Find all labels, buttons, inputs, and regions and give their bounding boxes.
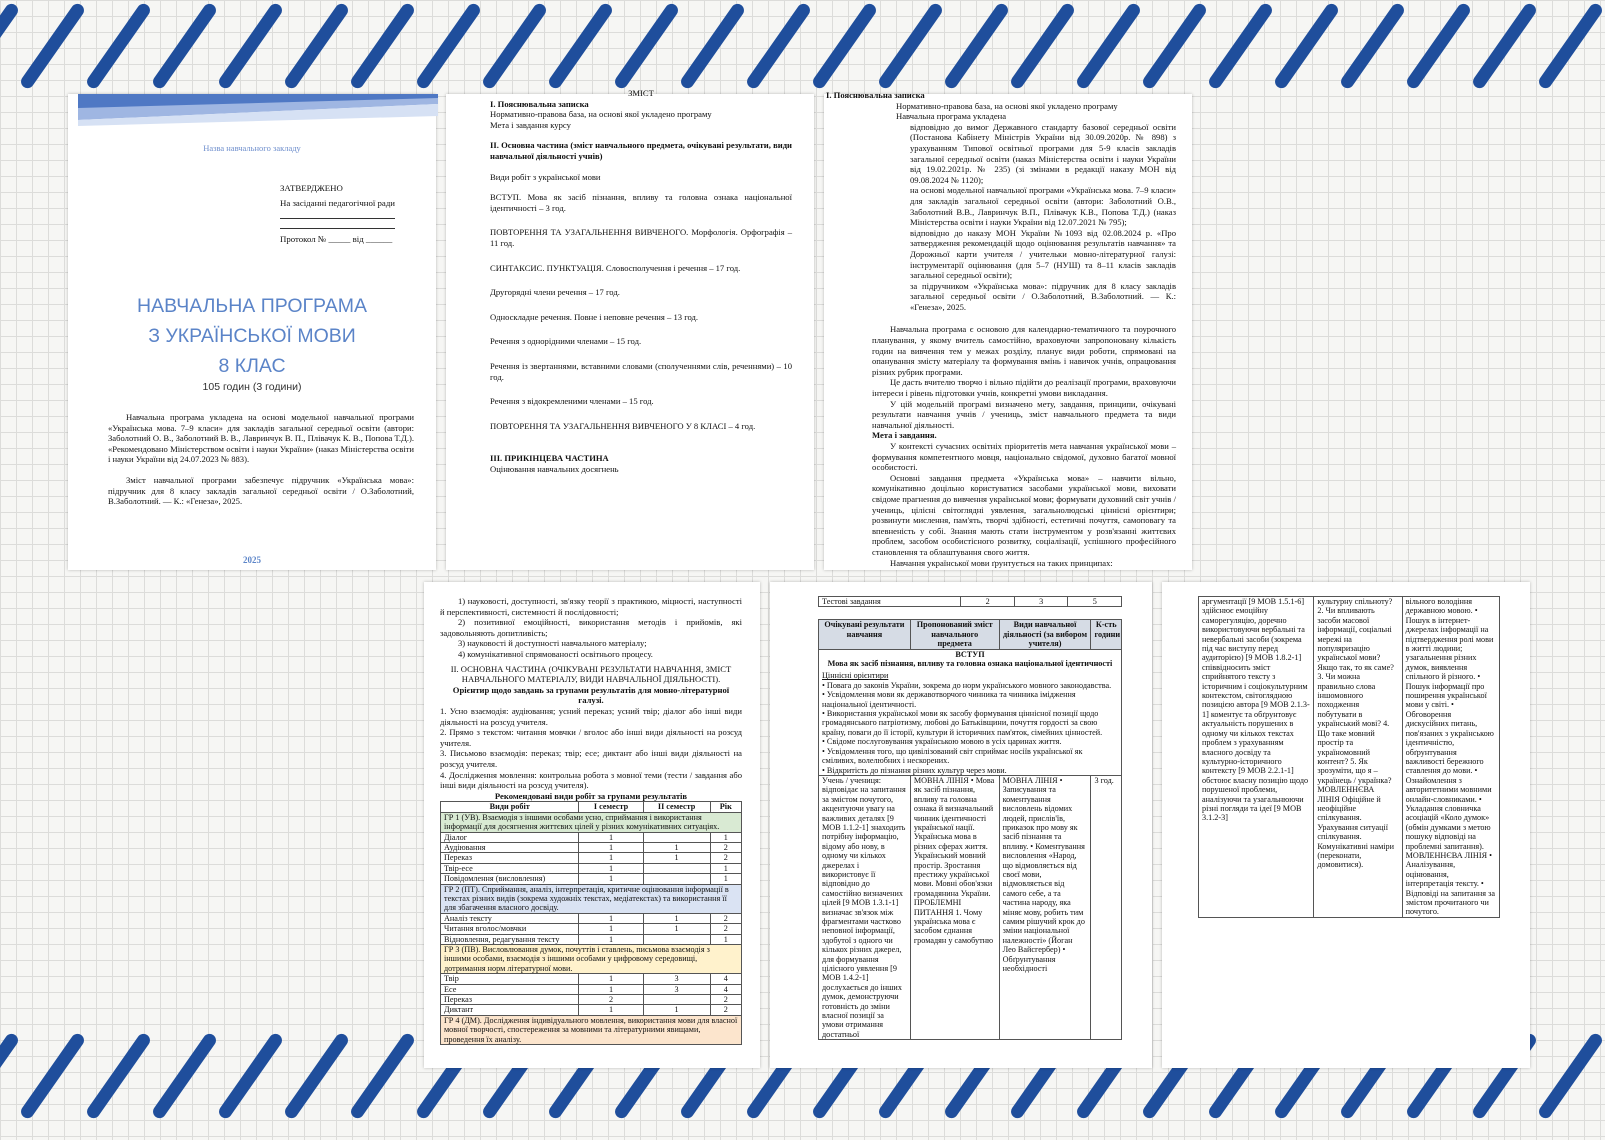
- orientation-item: 1. Усно взаємодія: аудіювання; усний переказ; усний твір; діалог або інші види діяльності на розсуд учителя.: [440, 705, 742, 727]
- intro-cell: [819, 649, 1122, 775]
- contents-line: III. ПРИКІНЦЕВА ЧАСТИНА: [490, 453, 609, 464]
- value-item: • Використання української мови як засобу формування ціннісної позиції щодо громадянського патріотизму, любові до Батьківщини, почуття гордості за свою країну, поваги до її історії, культури й історичних пам'яток, сімейних цінностей.: [822, 709, 1103, 737]
- contents-line: ПОВТОРЕННЯ ТА УЗАГАЛЬНЕННЯ ВИВЧЕНОГО У 8 КЛАСІ – 4 год.: [490, 420, 756, 431]
- table-cell: 1: [579, 924, 643, 934]
- table-cell: [643, 874, 710, 884]
- title-page: [68, 94, 436, 570]
- decorative-stripe: [414, 1, 482, 90]
- basis-item: відповідно до наказу МОН України №1093 від 02.08.2024 р. «Про затвердження рекомендацій щодо оцінювання результатів навчання» та Дорожньої карти учителя / учительки мовно-літературної галузі: інструментарії оцінювання (для 5–7 (НУШ) та 8–11 класів закладів загальної середньої освіти);: [910, 227, 1176, 281]
- goal-heading: Мета і завдання.: [872, 430, 937, 441]
- table-cell: 1: [710, 832, 741, 842]
- table-cell: 2: [710, 913, 741, 923]
- decorative-stripe: [1536, 1, 1604, 90]
- decorative-stripe: [612, 1, 680, 90]
- table-cell: [643, 995, 710, 1005]
- table-cell: 2: [961, 597, 1015, 607]
- table-cell: 2: [710, 924, 741, 934]
- group-label: ГР 1 (УВ). Взаємодія з іншими особами усно, сприймання і використання інформації для досягнення життєвих цілей у різних комунікативних ситуаціях.: [441, 812, 742, 832]
- value-item: • Повага до законів України, зокрема до норм українського мовного законодавства.: [822, 680, 1112, 690]
- body-paragraph: У цій модельній програмі визначено мету, завдання, принципи, очікувані результати навчання учнів / учениць, зміст навчального предмета та види навчальної діяльності.: [872, 398, 1176, 430]
- decorative-stripe: [348, 1, 416, 90]
- table-row: [441, 924, 742, 934]
- contents-line: Оцінювання навчальних досягнень: [490, 463, 619, 474]
- contents-body: [490, 88, 792, 474]
- table-cell: 1: [579, 832, 643, 842]
- table-cell: 2: [710, 1005, 741, 1015]
- group-label: ГР 4 (ДМ). Дослідження індивідуального мовлення, використання мови для власної мовної творчості, спостереження за мовними та літературними явищами, проведення їх аналізу.: [441, 1015, 742, 1044]
- table-cell: 1: [579, 934, 643, 944]
- table-header-cell: ІІ семестр: [643, 802, 710, 812]
- council-label: На засіданні педагогічної ради: [280, 198, 395, 208]
- principle-item: 1) науковості, доступності, зв'язку теорії з практикою, міцності, наступності й перспективності, системності й послідовності;: [440, 596, 742, 617]
- decorative-stripe: [1338, 1, 1406, 90]
- contents-line: Односкладне речення. Повне і неповне речення – 13 год.: [490, 311, 699, 322]
- value-item: • Усвідомлення того, що цивілізований світ сприймає носіїв української як сміливих, волелюбних і нескорених.: [822, 746, 1083, 766]
- table-cell: 1: [643, 1005, 710, 1015]
- hours-label: 105 годин (3 години): [202, 381, 302, 393]
- title-line-3: 8 КЛАС: [218, 355, 286, 377]
- group-row: [441, 944, 742, 973]
- decorative-stripe: [480, 1, 548, 90]
- decorative-stripe: [942, 1, 1010, 90]
- contents-line: Нормативно-правова база, на основі якої укладено програму: [490, 109, 712, 120]
- table-cell: 2: [710, 842, 741, 852]
- decorative-stripe: [348, 1031, 416, 1120]
- title-line-2: З УКРАЇНСЬКОЇ МОВИ: [148, 325, 356, 347]
- table-cell: МОВНА ЛІНІЯ • Записування та коментування висловлень відомих людей, прислів'їв, приказок про мову як засіб пізнання та впливу. • Коментування висловлення «Народ, що відмовляється від своєї мови, відмовляється від самого себе, а та частина народу, яка міняє мову, робить тим самим рішучий крок до зміни національної належності» (Йоган Лео Вайсгербер) • Обґрунтування необхідності: [999, 775, 1091, 1039]
- table-cell: Повідомлення (висловлення): [441, 874, 579, 884]
- table-row: [441, 913, 742, 923]
- table-row: [441, 1005, 742, 1015]
- table-cell: 1: [710, 934, 741, 944]
- table-cell: 3 год.: [1091, 775, 1122, 1039]
- table-cell: Переказ: [441, 995, 579, 1005]
- decorative-stripe: [744, 1, 812, 90]
- results-table-continued: [1198, 596, 1500, 918]
- table-caption: Рекомендовані види робіт за групами результатів: [494, 790, 688, 801]
- group-label: ГР 2 (ПТ). Сприймання, аналіз, інтерпретація, критичне оцінювання інформації в текстах різних видів (зокрема художніх текстах, медіатекстах) та використання її для збагачення власного досвіду.: [441, 884, 742, 913]
- signature-line: [280, 221, 395, 229]
- contents-line: Речення з однорідними членами – 15 год.: [490, 336, 642, 347]
- decorative-stripe: [876, 1, 944, 90]
- table-header-cell: Види навчальної діяльності (за вибором учителя): [999, 620, 1091, 649]
- subheading: Навчальна програма укладена: [896, 111, 1007, 122]
- table-cell: культурну спільноту? 2. Чи впливають засоби масової інформації, соціальні мережі на популяризацію української мови? Якщо так, то як саме? 3. Чи можна правильно слова іншомовного походження побутувати в український мові? 4. Що таке мовний простір та україномовний контент? 5. Як зрозуміти, що я – українець / українка? МОВЛЕННЄВА ЛІНІЯ Офіційне й неофіційне спілкування. Урахування ситуації спілкування. Комунікативні наміри (переконати, домовитися).: [1314, 597, 1402, 918]
- orientation-heading: Орієнтир щодо завдань за групами результатів для мовно-літературної галузі.: [452, 684, 730, 706]
- table-cell: Читання вголос/мовчки: [441, 924, 579, 934]
- textbook-paragraph: Зміст навчальної програми забезпечує підручник «Українська мова»: підручник для 8 класу закладів загальної середньої освіти / О.Заболотний, В.Заболотний. — К.: «Генеза», 2025.: [108, 474, 414, 507]
- table-cell: Аудіювання: [441, 842, 579, 852]
- contents-line: Речення з відокремленими членами – 15 год.: [490, 396, 654, 407]
- group-label: ГР 3 (ПВ). Висловлювання думок, почуттів і ставлень, письмова взаємодія з іншими особами, взаємодія з іншими особами у цифровому середовищі, дотримання норм літературної мови.: [441, 944, 742, 973]
- body-paragraph: Основні завдання предмета «Українська мова» – навчити вільно, комунікативно доцільно користуватися засобами української мови, виховати свідоме прагнення до вивчення української мови; формувати духовний світ учнів / учениць, цілісні світоглядні уявлення, загальнолюдські ціннісні орієнтири; розвинути мислення, пам'ять, творчі здібності, естетичні почуття, самоповагу та впевненість у собі. Знання мають стати інструментом у розв'язанні життєвих проблем, засобом особистісного розвитку, соціалізації, успішного професійного становлення та облаштування свого життя.: [872, 472, 1176, 557]
- table-cell: 1: [643, 842, 710, 852]
- body-paragraph: Навчальна програма є основою для календарно-тематичного та поурочного планування, у якому вчитель самостійно, враховуючи запропоновану кількість годин на вивчення тем у межах розділу, планує види роботи, спрямовані на опанування змісту матеріалу та формування вмінь і навичок учнів, опрацювання різних рубрик програми.: [872, 324, 1176, 377]
- orientation-item: 4. Дослідження мовлення: контрольна робота з мовної теми (тести / завдання або інші види діяльності на розсуд учителя).: [440, 769, 742, 791]
- decorative-stripe: [150, 1031, 218, 1120]
- table-cell: 1: [579, 1005, 643, 1015]
- table-cell: 1: [710, 874, 741, 884]
- school-name: Назва навчального закладу: [203, 143, 301, 153]
- basis-item: на основі модельної навчальної програми «Українська мова. 7–9 класи» для закладів загальної середньої освіти (автори: Заболотний О.В., Заболотний В.В., Лавринчук В.П., Плівачук К.В., Попова Т.Д.) (наказ Міністерства освіти і науки України від 12.07.2021 № 795);: [910, 185, 1176, 228]
- table-cell: Відновлення, редагування тексту: [441, 934, 579, 944]
- table-cell: 1: [579, 842, 643, 852]
- decorative-stripe: [1536, 1031, 1604, 1120]
- decorative-stripe: [216, 1031, 284, 1120]
- decorative-stripe: [0, 1, 21, 90]
- table-cell: Переказ: [441, 853, 579, 863]
- section-heading: I. Пояснювальна записка: [826, 90, 925, 100]
- group-row: [441, 1015, 742, 1044]
- work-types-page: [424, 582, 760, 1068]
- principles-body: [440, 596, 742, 1045]
- contents-page: [446, 88, 814, 570]
- orientation-item: 3. Письмово взаємодія: переказ; твір; есе; диктант або інші види діяльності на розсуд учителя.: [440, 748, 742, 769]
- table-cell: 1: [579, 984, 643, 994]
- continued-body: [1198, 596, 1500, 918]
- table-row: [819, 597, 1122, 607]
- table-row: [441, 995, 742, 1005]
- table-cell: МОВНА ЛІНІЯ • Мова як засіб пізнання, впливу та головна ознака й визначальний чинник ідентичності української нації. Українська мова в різних сферах життя. Український мовний простір. Зростання престижу української мови. Мовні обов'язки громадянина України. ПРОБЛЕМНІ ПИТАННЯ 1. Чому українська мова є засобом єднання громадян у самобутню: [910, 775, 999, 1039]
- decorative-stripe: [546, 1, 614, 90]
- table-row: [441, 974, 742, 984]
- decorative-stripe: [18, 1031, 86, 1120]
- decorative-stripe: [150, 1, 218, 90]
- table-row: [1199, 597, 1500, 918]
- table-cell: 1: [579, 974, 643, 984]
- body-paragraph: Це дасть вчителю творчо і вільно підійти до реалізації програми, враховуючи інтереси і рівень підготовки учнів, конкретні умови викладання.: [872, 377, 1176, 399]
- table-cell: аргументації [9 МОВ 1.5.1-6] здійснює емоційну саморегуляцію, доречно використовуючи вербальні та невербальні засоби (зокрема під час виступу перед аудиторією) [9 МОВ 1.8.2-1] співвідносить зміст сприйнятого тексту з історичним і соціокультурним контекстом, світоглядною позицією автора [9 МОВ 2.1.3-1] коментує та обґрунтовує актуальність порушених в одному чи кількох текстах проблем з урахуванням власного досвіду та культурно-історичного контексту [9 МОВ 2.2.1-1] обстоює власну позицію щодо порушеної проблеми, аналізуючи та узагальнюючи різні погляди та ідеї [9 МОВ 3.1.2-3]: [1199, 597, 1314, 918]
- basis-item: за підручником «Українська мова»: підручник для 8 класу закладів загальної середньої освіти / О.Заболотний, В.Заболотний. — К.: «Генеза», 2025.: [910, 280, 1176, 312]
- decorative-stripe: [282, 1031, 350, 1120]
- title-body: [108, 412, 414, 507]
- contents-line: II. Основна частина (зміст навчального предмета, очікувані результати, види навчальної діяльності учнів): [490, 140, 792, 161]
- table-header-row: [441, 802, 742, 812]
- year-label: 2025: [243, 555, 261, 565]
- orientation-item: 2. Прямо з текстом: читання мовчки / вголос або інші види діяльності на розсуд учителя.: [440, 727, 742, 748]
- table-header-cell: І семестр: [579, 802, 643, 812]
- table-row: [441, 874, 742, 884]
- decorative-stripe: [216, 1, 284, 90]
- table-row: [441, 832, 742, 842]
- table-header-cell: Очікувані результати навчання: [819, 620, 911, 649]
- table-header-cell: Пропонований зміст навчального предмета: [910, 620, 999, 649]
- table-cell: [643, 934, 710, 944]
- title-line-1: НАВЧАЛЬНА ПРОГРАМА: [136, 295, 368, 317]
- table-cell: 1: [579, 874, 643, 884]
- table-row: [441, 863, 742, 873]
- value-item: • Усвідомлення мови як державотворчого чинника та чинника імідження національної ідентичності.: [822, 690, 1076, 709]
- decorative-stripe: [1140, 1, 1208, 90]
- contents-line: ПОВТОРЕННЯ ТА УЗАГАЛЬНЕННЯ ВИВЧЕНОГО. Морфологія. Орфографія – 11 год.: [490, 227, 792, 248]
- contents-heading: ЗМІСТ: [628, 88, 654, 98]
- table-cell: 2: [579, 995, 643, 1005]
- decorative-stripe: [810, 1, 878, 90]
- work-types-table: [440, 801, 742, 1045]
- decorative-stripe: [1206, 1, 1274, 90]
- decorative-stripe: [282, 1, 350, 90]
- values-title: Ціннісні орієнтири: [822, 671, 889, 681]
- section-heading: II. ОСНОВНА ЧАСТИНА (ОЧІКУВАНІ РЕЗУЛЬТАТИ НАВЧАННЯ, ЗМІСТ НАВЧАЛЬНОГО МАТЕРІАЛУ, ВИДИ НАВЧАЛЬНОЇ ДІЯЛЬНОСТІ).: [450, 663, 732, 685]
- table-cell: 4: [710, 974, 741, 984]
- table-cell: 4: [710, 984, 741, 994]
- table-row: [819, 775, 1122, 1039]
- test-tasks-row: [818, 596, 1122, 607]
- decorative-stripe: [1404, 1, 1472, 90]
- header-banner: [78, 94, 438, 126]
- table-cell: 2: [710, 995, 741, 1005]
- principle-item: 4) комунікативної спрямованості освітнього процесу.: [458, 648, 653, 659]
- principle-item: 2) позитивної емоційності, використання методів і прийомів, які задовольняють допитливість;: [440, 617, 742, 638]
- principle-item: 3) науковості й доступності навчального матеріалу;: [458, 638, 647, 649]
- table-cell: вільного володіння державною мовою. • Пошук в інтернет-джерелах інформації на підтвердження ролі мови в житті людини; узагальнення різних думок, виявлення спільного й різного. • Пошук інформації про поширення української мови у світі. • Обговорення дискусійних питань, пов'язаних з українською ідентичністю, обґрунтування важливості бережного ставлення до мови. • Ознайомлення з авторитетними мовними онлайн-словниками. • Укладання словничка асоціацій «Коло думок» (обмін думками з метою пошуку відповіді на проблемні запитання). МОВЛЕННЄВА ЛІНІЯ • Аналізування, оцінювання, інтерпретація тексту. • Відповіді на запитання за змістом прочитаного чи почутого.: [1402, 597, 1499, 918]
- table-cell: 3: [643, 984, 710, 994]
- intro-title: ВСТУП: [955, 649, 985, 659]
- table-cell: Учень / учениця: відповідає на запитання за змістом почутого, акцентуючи увагу на важливих деталях [9 МОВ 1.1.2-1] знаходить потрібну інформацію, відому або нову, в одному чи кількох джерелах і використовує її відповідно до самостійно визначених цілей [9 МОВ 1.3.1-1] визначає зв'язок між фрагментами частково неповної інформації, здобутої з одного чи кількох різних джерел, для формування цілісного уявлення [9 МОВ 1.4.2-1] дослухається до інших думок, демонструючи готовність до зміни власної позиції за умови отримання достатньої: [819, 775, 911, 1039]
- approved-label: ЗАТВЕРДЖЕНО: [280, 183, 343, 193]
- table-cell: 1: [579, 853, 643, 863]
- table-cell: 1: [643, 853, 710, 863]
- table-cell: 5: [1068, 597, 1122, 607]
- decorative-stripe: [84, 1, 152, 90]
- value-item: • Свідоме послуговування українською мовою в усіх царинах життя.: [822, 737, 1062, 747]
- group-row: [441, 812, 742, 832]
- explanatory-note-page: [824, 90, 1192, 570]
- decorative-stripe: [1074, 1, 1142, 90]
- table-header-cell: Рік: [710, 802, 741, 812]
- results-body: [818, 596, 1122, 1040]
- table-cell: Тестові завдання: [819, 597, 961, 607]
- table-header-row: [819, 620, 1122, 649]
- table-cell: 2: [710, 853, 741, 863]
- contents-line: Другорядні члени речення – 17 год.: [490, 287, 620, 298]
- table-cell: 1: [710, 863, 741, 873]
- table-cell: [643, 832, 710, 842]
- table-cell: Діалог: [441, 832, 579, 842]
- decorative-stripe: [1008, 1, 1076, 90]
- table-row: [441, 934, 742, 944]
- table-cell: Есе: [441, 984, 579, 994]
- basis-paragraph: Навчальна програма укладена на основі модельної навчальної програми «Українська мова. 7–9 класи» для закладів загальної середньої освіти (автори: Заболотний О. В., Заболотний В. В., Лавринчук В. П., Плівачук К. В., Попова Т.Д.). «Рекомендовано Міністерством освіти і науки України» (наказ Міністерства освіти і науки України від 24.07.2023 № 883).: [108, 412, 414, 465]
- table-row: [819, 649, 1122, 775]
- table-cell: 1: [643, 913, 710, 923]
- decorative-stripe: [1470, 1, 1538, 90]
- results-table-page: [770, 582, 1152, 1068]
- contents-line: Мета і завдання курсу: [490, 119, 571, 130]
- table-header-cell: Види робіт: [441, 802, 579, 812]
- program-title: [68, 291, 436, 381]
- table-row: [441, 984, 742, 994]
- decorative-stripe: [678, 1, 746, 90]
- group-row: [441, 884, 742, 913]
- table-header-cell: К-сть години: [1091, 620, 1122, 649]
- approval-block: [280, 182, 400, 245]
- subheading: Нормативно-правова база, на основі якої укладено програму: [896, 100, 1118, 111]
- basis-item: відповідно до вимог Державного стандарту базової середньої освіти (Постанова Кабінету Міністрів України від 30.09.2020р. № 898) з урахуванням Типової освітньої програми для 5-9 класів закладів загальної середньої освіти (наказ Міністерства освіти і науки України від 19.02.2021р. № 235) (зі змінами в редакції наказу МОН від 09.08.2024 № 1120);: [910, 121, 1176, 185]
- table-cell: 3: [643, 974, 710, 984]
- table-cell: Диктант: [441, 1005, 579, 1015]
- table-row: [441, 853, 742, 863]
- protocol-label: Протокол № _____ від ______: [280, 234, 393, 244]
- contents-line: Речення із звертаннями, вставними словами (сполученнями слів, реченнями) – 10 год.: [490, 360, 792, 382]
- explanatory-body: [826, 90, 1176, 568]
- table-cell: 3: [1014, 597, 1068, 607]
- results-table-continued-page: [1162, 582, 1530, 1068]
- decorative-stripe: [18, 1, 86, 90]
- decorative-stripe: [84, 1031, 152, 1120]
- contents-line: I. Пояснювальна записка: [490, 98, 589, 109]
- value-item: • Відкритість до пізнання різних культур через мови.: [822, 765, 1007, 775]
- intro-subtitle: Мова як засіб пізнання, впливу та головна ознака національної ідентичності: [827, 659, 1113, 669]
- decorative-stripe: [1272, 1, 1340, 90]
- table-cell: Твір-есе: [441, 863, 579, 873]
- contents-line: ВСТУП. Мова як засіб пізнання, впливу та головна ознака національної ідентичності – 3 год.: [490, 192, 792, 213]
- contents-line: Види робіт з української мови: [490, 171, 601, 182]
- body-paragraph: Навчання української мови ґрунтується на таких принципах:: [890, 557, 1113, 568]
- table-cell: 1: [579, 863, 643, 873]
- decorative-stripe: [0, 1031, 21, 1120]
- table-cell: Твір: [441, 974, 579, 984]
- signature-line: [280, 211, 395, 219]
- table-cell: [643, 863, 710, 873]
- table-cell: 1: [643, 924, 710, 934]
- results-table: [818, 619, 1122, 1040]
- contents-line: СИНТАКСИС. ПУНКТУАЦІЯ. Словосполучення і речення – 17 год.: [490, 262, 741, 273]
- body-paragraph: У контексті сучасних освітніх пріоритетів мета навчання української мови – формування компетентного мовця, національно свідомої, духовно багатої мовної особистості.: [872, 441, 1176, 473]
- table-cell: Аналіз тексту: [441, 913, 579, 923]
- table-row: [441, 842, 742, 852]
- table-cell: 1: [579, 913, 643, 923]
